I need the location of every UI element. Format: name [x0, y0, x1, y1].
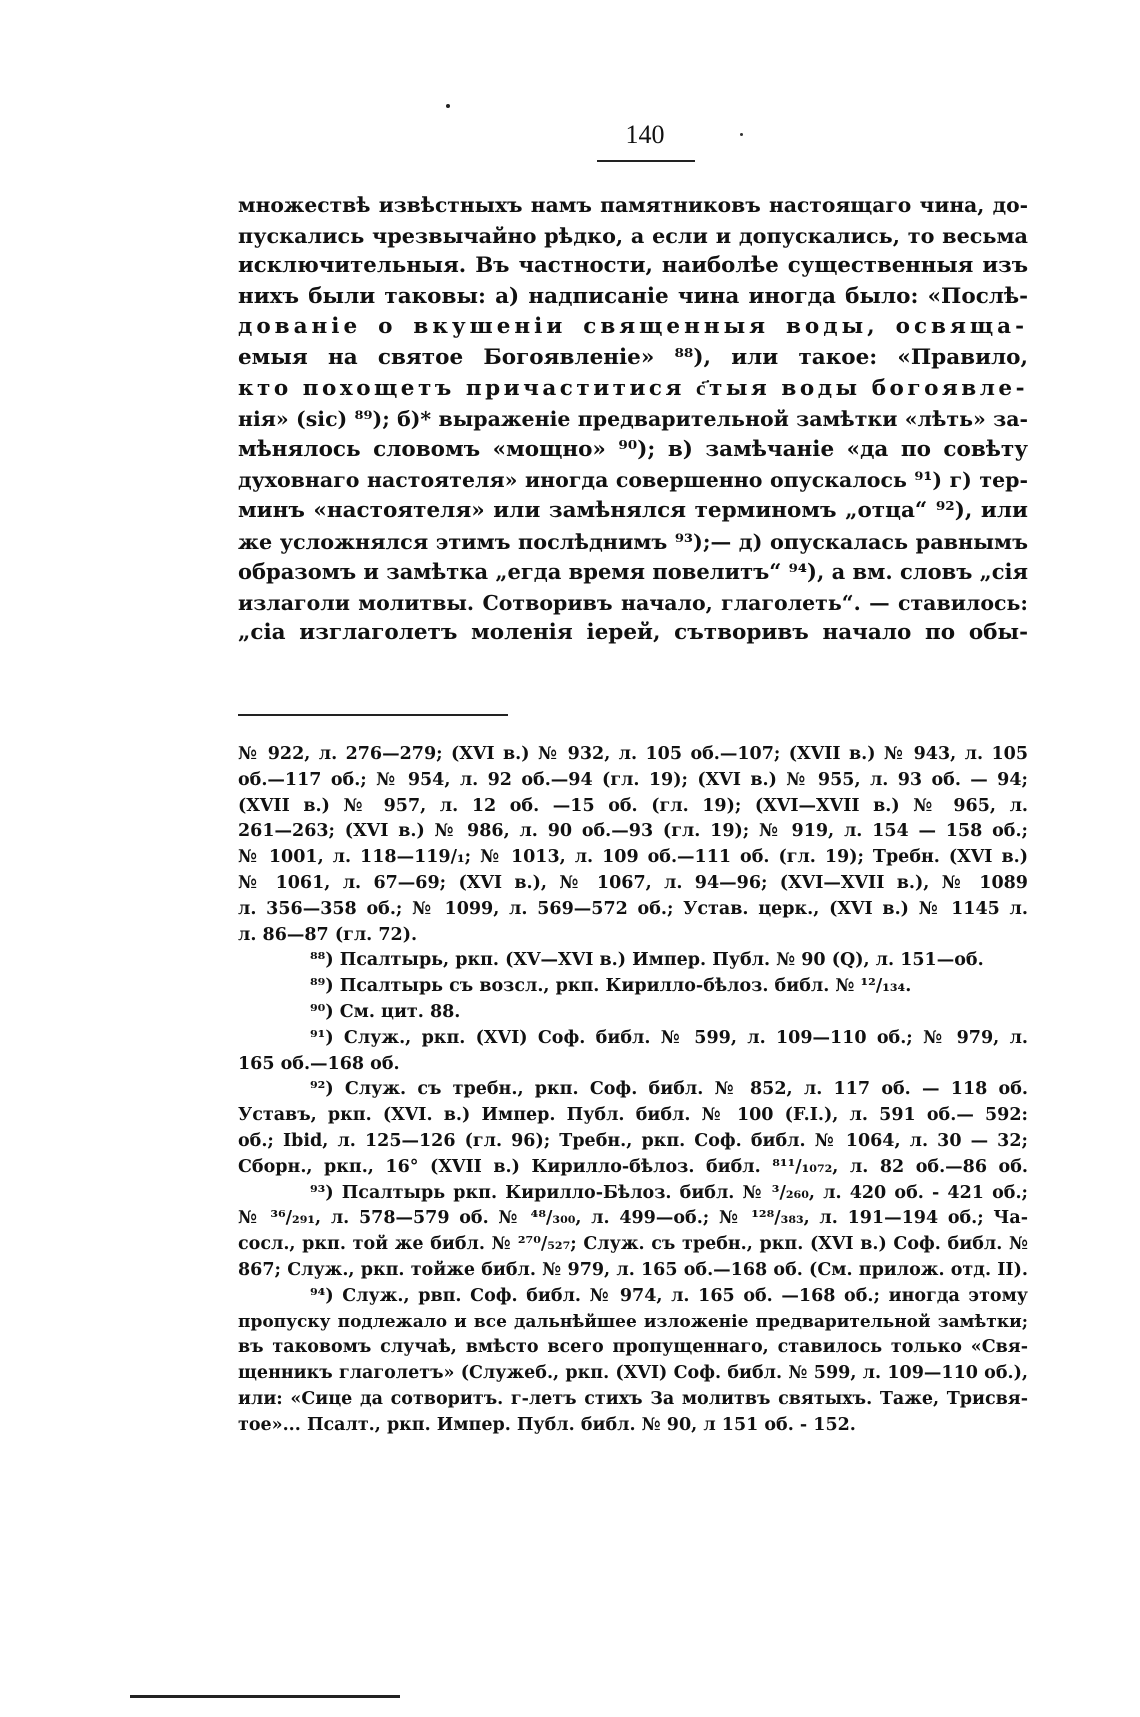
main-text-line: множествѣ извѣстныхъ намъ памятниковъ настоящаго чина, до- — [238, 193, 1028, 217]
footnote-line: № 922, л. 276—279; (XVI в.) № 932, л. 105 об.—107; (XVII в.) № 943, л. 105 — [238, 744, 1028, 764]
footnote-line: (XVII в.) № 957, л. 12 об. —15 об. (гл. 19); (XVI—XVII в.) № 965, л. — [238, 795, 1028, 816]
main-text-line: пускались чрезвычайно рѣдко, а если и допускались, то весьма — [238, 223, 1028, 248]
footnote-line: 867; Служ., ркп. тойже библ. № 979, л. 165 об.—168 об. (См. прилож. отд. II). — [238, 1259, 1028, 1280]
footnote-line: пропуску подлежало и все дальнѣйшее изложеніе предварительной замѣтки; — [238, 1311, 1028, 1332]
footnote-line: л. 86—87 (гл. 72). — [238, 924, 418, 945]
footnote-line: л. 356—358 об.; № 1099, л. 569—572 об.; Устав. церк., (XVI в.) № 1145 л. — [238, 898, 1028, 919]
footnote-91: ⁹¹) Служ., ркп. (XVI) Соф. библ. № 599, л. 109—110 об.; № 979, л. — [310, 1027, 1028, 1048]
footnote-line: 165 об.—168 об. — [238, 1053, 400, 1074]
footnote-93: ⁹³) Псалтырь ркп. Кирилло-Бѣлоз. библ. № ³/₂₆₀, л. 420 об. - 421 об.; — [310, 1182, 1028, 1203]
footnote-92: ⁹²) Служ. съ требн., ркп. Соф. библ. № 852, л. 117 об. — 118 об. — [310, 1079, 1028, 1100]
main-text-line: нія» (sic) ⁸⁹); б)* выраженіе предварительной замѣтки «лѣть» за- — [238, 407, 1028, 432]
scan-speck — [740, 133, 743, 136]
main-text-line: „сіа изглаголетъ моленія іерей, сътворивъ начало по обы- — [238, 620, 1028, 646]
footnote-line: № 1061, л. 67—69; (XVI в.), № 1067, л. 94—96; (XVI—XVII в.), № 1089 — [238, 872, 1028, 893]
footnote-line: или: «Сице да сотворитъ. г-летъ стихъ За молитвъ святыхъ. Таже, Трисвя- — [238, 1388, 1028, 1409]
footnotes-block — [238, 742, 1028, 1439]
footnote-line: № 1001, л. 118—119/₁; № 1013, л. 109 об.—111 об. (гл. 19); Требн. (XVI в.) — [238, 847, 1028, 868]
page-number-underline — [597, 160, 695, 162]
main-text-line: нихъ были таковы: а) надписаніе чина иногда было: «Послѣ- — [238, 283, 1028, 309]
main-text-line: емыя на святое Богоявленіе» ⁸⁸), или такое: «Правило, — [238, 344, 1028, 370]
footnote-line: Сборн., ркп., 16° (XVII в.) Кирилло-бѣлоз. библ. ⁸¹¹/₁₀₇₂, л. 82 об.—86 об. — [238, 1156, 1028, 1177]
main-text-line: исключительныя. Въ частности, наиболѣе существенныя изъ — [238, 253, 1028, 279]
main-text-line: образомъ и замѣтка „егда время повелитъ“ ⁹⁴), а вм. словъ „сія — [238, 559, 1028, 585]
footnote-line: въ таковомъ случаѣ, вмѣсто всего пропущеннаго, ставилось только «Свя- — [238, 1337, 1028, 1358]
footnote-line: сосл., ркп. той же библ. № ²⁷⁰/₅₂₇; Служ. съ требн., ркп. (XVI в.) Соф. библ. № — [238, 1234, 1028, 1255]
main-text-body — [238, 190, 1028, 649]
main-text-line: дованіе о вкушеніи священныя воды, освяща- — [238, 314, 1028, 340]
main-text-line: кто похощетъ причаститися с҃тыя воды богоявле- — [238, 375, 1028, 401]
footnote-89: ⁸⁹) Псалтырь съ возсл., ркп. Кирилло-бѣлоз. библ. № ¹²/₁₃₄. — [310, 976, 912, 997]
footnote-line: об.; Ibid, л. 125—126 (гл. 96); Требн., ркп. Соф. библ. № 1064, л. 30 — 32; — [238, 1130, 1028, 1151]
footnote-separator — [238, 714, 508, 716]
footnote-line: щенникъ глаголетъ» (Служеб., ркп. (XVI) Соф. библ. № 599, л. 109—110 об.), — [238, 1363, 1028, 1384]
page-number: 140 — [625, 120, 665, 149]
main-text-line: мѣнялось словомъ «мощно» ⁹⁰); в) замѣчаніе «да по совѣту — [238, 436, 1028, 462]
scan-edge-mark — [130, 1695, 400, 1698]
footnote-line: 261—263; (XVI в.) № 986, л. 90 об.—93 (гл. 19); № 919, л. 154 — 158 об.; — [238, 821, 1028, 842]
main-text-line: же усложнялся этимъ послѣднимъ ⁹³);— д) опускалась равнымъ — [238, 529, 1028, 554]
main-text-line: излаголи молитвы. Сотворивъ начало, глаголеть“. — ставилось: — [238, 590, 1028, 615]
footnote-line: № ³⁶/₂₉₁, л. 578—579 об. № ⁴⁸/₃₀₀, л. 499—об.; № ¹²⁸/₃₈₃, л. 191—194 об.; Ча- — [238, 1208, 1028, 1229]
main-text-line: минъ «настоятеля» или замѣнялся терминомъ „отца“ ⁹²), или — [238, 497, 1028, 523]
footnote-line: об.—117 об.; № 954, л. 92 об.—94 (гл. 19); (XVI в.) № 955, л. 93 об. — 94; — [238, 769, 1028, 790]
footnote-88: ⁸⁸) Псалтырь, ркп. (XV—XVI в.) Импер. Публ. № 90 (Q), л. 151—об. — [310, 950, 984, 971]
footnote-94: ⁹⁴) Служ., рвп. Соф. библ. № 974, л. 165 об. —168 об.; иногда этому — [310, 1285, 1028, 1306]
scan-speck — [446, 104, 450, 108]
footnote-line: Уставъ, ркп. (XVI. в.) Импер. Публ. библ. № 100 (F.I.), л. 591 об.— 592: — [238, 1105, 1028, 1126]
footnote-90: ⁹⁰) См. цит. 88. — [310, 1001, 461, 1022]
main-text-line: духовнаго настоятеля» иногда совершенно опускалось ⁹¹) г) тер- — [238, 468, 1028, 493]
footnote-line: тое»... Псалт., ркп. Импер. Публ. библ. № 90, л 151 об. - 152. — [238, 1414, 856, 1435]
